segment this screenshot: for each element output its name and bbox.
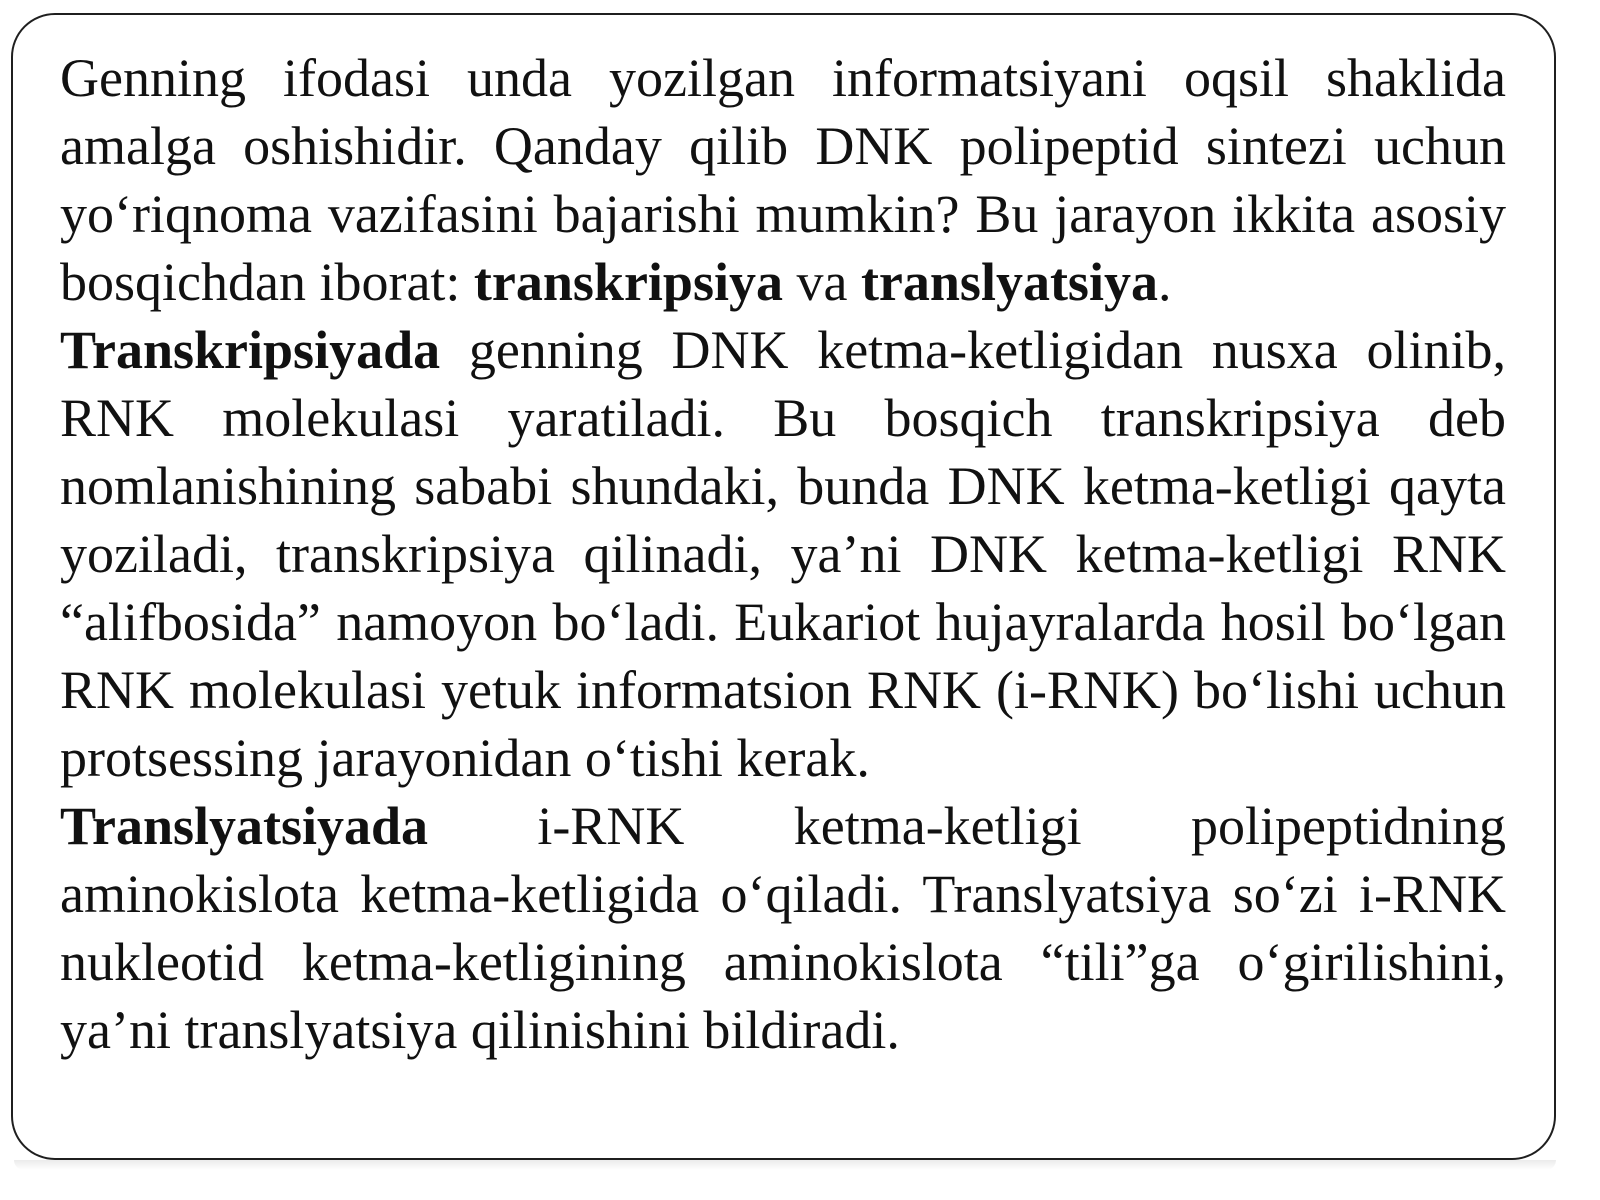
- paragraph-1: [60, 44, 1506, 316]
- term-translyatsiyada: Translyatsiyada: [60, 796, 429, 856]
- paragraph-1-text-a: Genning ifodasi unda yozilgan informatsiyani oqsil shaklida amalga oshishidir. Qanday qilib DNK polipeptid sintezi uchun yo‘riqnoma vazifasini bajarishi mumkin? Bu jarayon ikkita asosiy bosqichdan iborat:: [60, 48, 1506, 312]
- paragraph-1-text-c: .: [1157, 252, 1172, 312]
- paragraph-2: [60, 316, 1506, 792]
- paragraph-2-text: genning DNK ketma-ketligidan nusxa olinib, RNK molekulasi yaratiladi. Bu bosqich transkripsiya deb nomlanishining sababi shundaki, bunda DNK ketma-ketligi qayta yoziladi, transkripsiya qilinadi, ya’ni DNK ketma-ketligi RNK “alifbosida” namoyon bo‘ladi. Eukariot hujayralarda hosil bo‘lgan RNK molekulasi yetuk informatsion RNK (i-RNK) bo‘lishi uchun protsessing jarayonidan o‘tishi kerak.: [60, 320, 1506, 788]
- term-transkripsiyada: Transkripsiyada: [60, 320, 441, 380]
- term-transkripsiya: transkripsiya: [473, 252, 783, 312]
- frame-shadow: [14, 1160, 1556, 1170]
- text-content: [60, 44, 1506, 1064]
- paragraph-3-text: i-RNK ketma-ketligi polipeptidning aminokislota ketma-ketligida o‘qiladi. Translyatsiya so‘zi i-RNK nukleotid ketma-ketligining aminokislota “tili”ga o‘girilishini, ya’ni translyatsiya qilinishini bildiradi.: [60, 796, 1506, 1060]
- term-translyatsiya: translyatsiya: [860, 252, 1158, 312]
- paragraph-1-text-b: va: [782, 252, 861, 312]
- paragraph-3: [60, 792, 1506, 1064]
